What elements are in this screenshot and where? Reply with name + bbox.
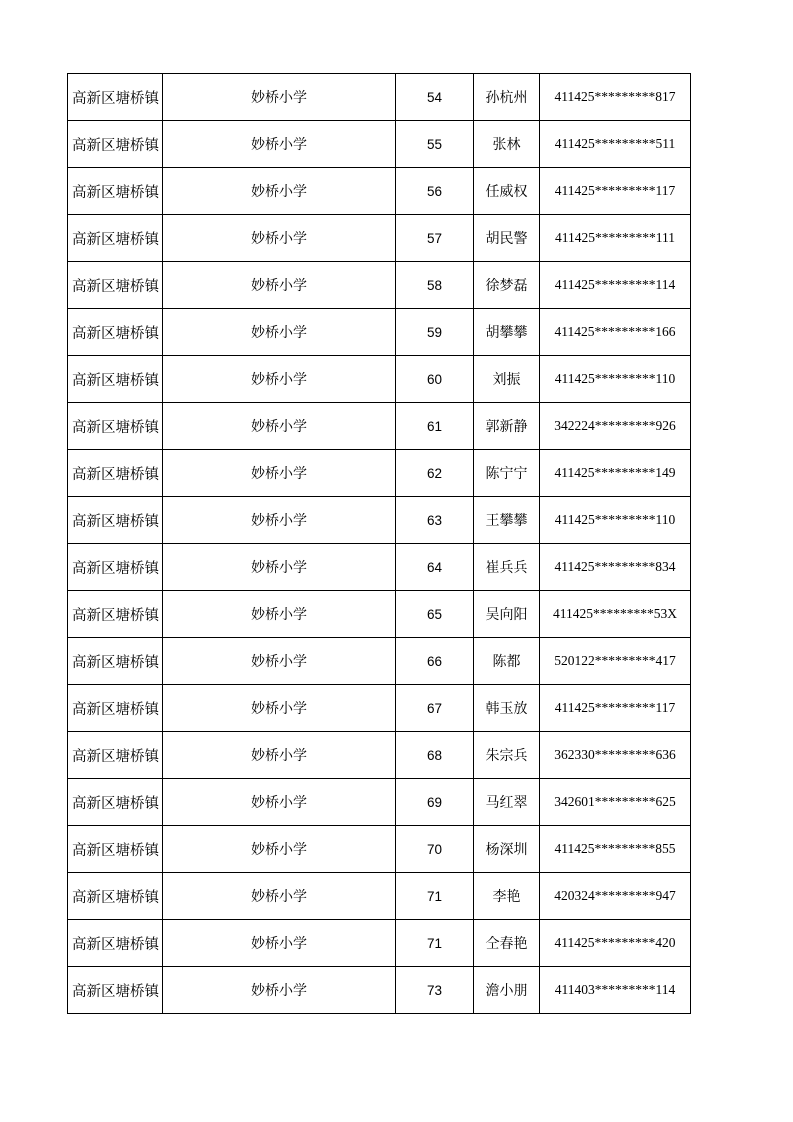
id-number-cell: 411425*********117 xyxy=(540,168,691,215)
id-number-cell: 411403*********114 xyxy=(540,967,691,1014)
name-cell: 李艳 xyxy=(474,873,540,920)
area-cell: 高新区塘桥镇 xyxy=(68,967,163,1014)
area-cell: 高新区塘桥镇 xyxy=(68,121,163,168)
name-cell: 陈宁宁 xyxy=(474,450,540,497)
table-row xyxy=(68,638,691,685)
id-number-cell: 411425*********834 xyxy=(540,544,691,591)
school-cell: 妙桥小学 xyxy=(163,591,396,638)
id-number-cell: 520122*********417 xyxy=(540,638,691,685)
school-cell: 妙桥小学 xyxy=(163,920,396,967)
number-cell: 64 xyxy=(396,544,474,591)
number-cell: 62 xyxy=(396,450,474,497)
name-cell: 郭新静 xyxy=(474,403,540,450)
name-cell: 吴向阳 xyxy=(474,591,540,638)
id-number-cell: 411425*********420 xyxy=(540,920,691,967)
name-cell: 胡民警 xyxy=(474,215,540,262)
id-number-cell: 411425*********511 xyxy=(540,121,691,168)
table-row xyxy=(68,497,691,544)
number-cell: 66 xyxy=(396,638,474,685)
area-cell: 高新区塘桥镇 xyxy=(68,403,163,450)
name-cell: 刘振 xyxy=(474,356,540,403)
table-row xyxy=(68,591,691,638)
name-cell: 徐梦磊 xyxy=(474,262,540,309)
table-row xyxy=(68,732,691,779)
roster-table xyxy=(67,73,691,1014)
school-cell: 妙桥小学 xyxy=(163,121,396,168)
table-row xyxy=(68,450,691,497)
id-number-cell: 411425*********114 xyxy=(540,262,691,309)
name-cell: 陈都 xyxy=(474,638,540,685)
id-number-cell: 420324*********947 xyxy=(540,873,691,920)
id-number-cell: 342601*********625 xyxy=(540,779,691,826)
table-row xyxy=(68,403,691,450)
number-cell: 67 xyxy=(396,685,474,732)
table-row xyxy=(68,685,691,732)
name-cell: 王攀攀 xyxy=(474,497,540,544)
area-cell: 高新区塘桥镇 xyxy=(68,544,163,591)
school-cell: 妙桥小学 xyxy=(163,168,396,215)
table-row xyxy=(68,826,691,873)
area-cell: 高新区塘桥镇 xyxy=(68,732,163,779)
table-row xyxy=(68,967,691,1014)
number-cell: 55 xyxy=(396,121,474,168)
number-cell: 70 xyxy=(396,826,474,873)
id-number-cell: 362330*********636 xyxy=(540,732,691,779)
id-number-cell: 411425*********110 xyxy=(540,497,691,544)
name-cell: 仝春艳 xyxy=(474,920,540,967)
school-cell: 妙桥小学 xyxy=(163,638,396,685)
area-cell: 高新区塘桥镇 xyxy=(68,591,163,638)
school-cell: 妙桥小学 xyxy=(163,826,396,873)
area-cell: 高新区塘桥镇 xyxy=(68,638,163,685)
id-number-cell: 411425*********110 xyxy=(540,356,691,403)
table-row xyxy=(68,873,691,920)
area-cell: 高新区塘桥镇 xyxy=(68,779,163,826)
id-number-cell: 411425*********855 xyxy=(540,826,691,873)
school-cell: 妙桥小学 xyxy=(163,450,396,497)
number-cell: 57 xyxy=(396,215,474,262)
area-cell: 高新区塘桥镇 xyxy=(68,356,163,403)
name-cell: 胡攀攀 xyxy=(474,309,540,356)
area-cell: 高新区塘桥镇 xyxy=(68,826,163,873)
school-cell: 妙桥小学 xyxy=(163,215,396,262)
school-cell: 妙桥小学 xyxy=(163,262,396,309)
table-row xyxy=(68,215,691,262)
id-number-cell: 411425*********817 xyxy=(540,74,691,121)
school-cell: 妙桥小学 xyxy=(163,732,396,779)
area-cell: 高新区塘桥镇 xyxy=(68,497,163,544)
number-cell: 58 xyxy=(396,262,474,309)
area-cell: 高新区塘桥镇 xyxy=(68,168,163,215)
name-cell: 张林 xyxy=(474,121,540,168)
name-cell: 朱宗兵 xyxy=(474,732,540,779)
name-cell: 韩玉放 xyxy=(474,685,540,732)
table-row xyxy=(68,309,691,356)
school-cell: 妙桥小学 xyxy=(163,544,396,591)
number-cell: 60 xyxy=(396,356,474,403)
name-cell: 任威权 xyxy=(474,168,540,215)
table-row xyxy=(68,544,691,591)
school-cell: 妙桥小学 xyxy=(163,403,396,450)
table-row xyxy=(68,74,691,121)
table-row xyxy=(68,779,691,826)
number-cell: 73 xyxy=(396,967,474,1014)
table-row xyxy=(68,356,691,403)
id-number-cell: 411425*********166 xyxy=(540,309,691,356)
number-cell: 54 xyxy=(396,74,474,121)
school-cell: 妙桥小学 xyxy=(163,873,396,920)
area-cell: 高新区塘桥镇 xyxy=(68,74,163,121)
number-cell: 69 xyxy=(396,779,474,826)
number-cell: 56 xyxy=(396,168,474,215)
area-cell: 高新区塘桥镇 xyxy=(68,920,163,967)
school-cell: 妙桥小学 xyxy=(163,685,396,732)
name-cell: 崔兵兵 xyxy=(474,544,540,591)
area-cell: 高新区塘桥镇 xyxy=(68,215,163,262)
roster-body xyxy=(68,74,691,1014)
school-cell: 妙桥小学 xyxy=(163,74,396,121)
school-cell: 妙桥小学 xyxy=(163,497,396,544)
number-cell: 63 xyxy=(396,497,474,544)
name-cell: 澹小朋 xyxy=(474,967,540,1014)
school-cell: 妙桥小学 xyxy=(163,356,396,403)
id-number-cell: 342224*********926 xyxy=(540,403,691,450)
area-cell: 高新区塘桥镇 xyxy=(68,309,163,356)
table-row xyxy=(68,920,691,967)
school-cell: 妙桥小学 xyxy=(163,967,396,1014)
number-cell: 71 xyxy=(396,873,474,920)
area-cell: 高新区塘桥镇 xyxy=(68,450,163,497)
area-cell: 高新区塘桥镇 xyxy=(68,685,163,732)
name-cell: 孙杭州 xyxy=(474,74,540,121)
table-row xyxy=(68,262,691,309)
school-cell: 妙桥小学 xyxy=(163,779,396,826)
number-cell: 71 xyxy=(396,920,474,967)
id-number-cell: 411425*********149 xyxy=(540,450,691,497)
number-cell: 59 xyxy=(396,309,474,356)
number-cell: 68 xyxy=(396,732,474,779)
school-cell: 妙桥小学 xyxy=(163,309,396,356)
name-cell: 马红翠 xyxy=(474,779,540,826)
area-cell: 高新区塘桥镇 xyxy=(68,262,163,309)
table-row xyxy=(68,168,691,215)
id-number-cell: 411425*********111 xyxy=(540,215,691,262)
id-number-cell: 411425*********117 xyxy=(540,685,691,732)
number-cell: 61 xyxy=(396,403,474,450)
name-cell: 杨深圳 xyxy=(474,826,540,873)
number-cell: 65 xyxy=(396,591,474,638)
id-number-cell: 411425*********53X xyxy=(540,591,691,638)
area-cell: 高新区塘桥镇 xyxy=(68,873,163,920)
table-row xyxy=(68,121,691,168)
